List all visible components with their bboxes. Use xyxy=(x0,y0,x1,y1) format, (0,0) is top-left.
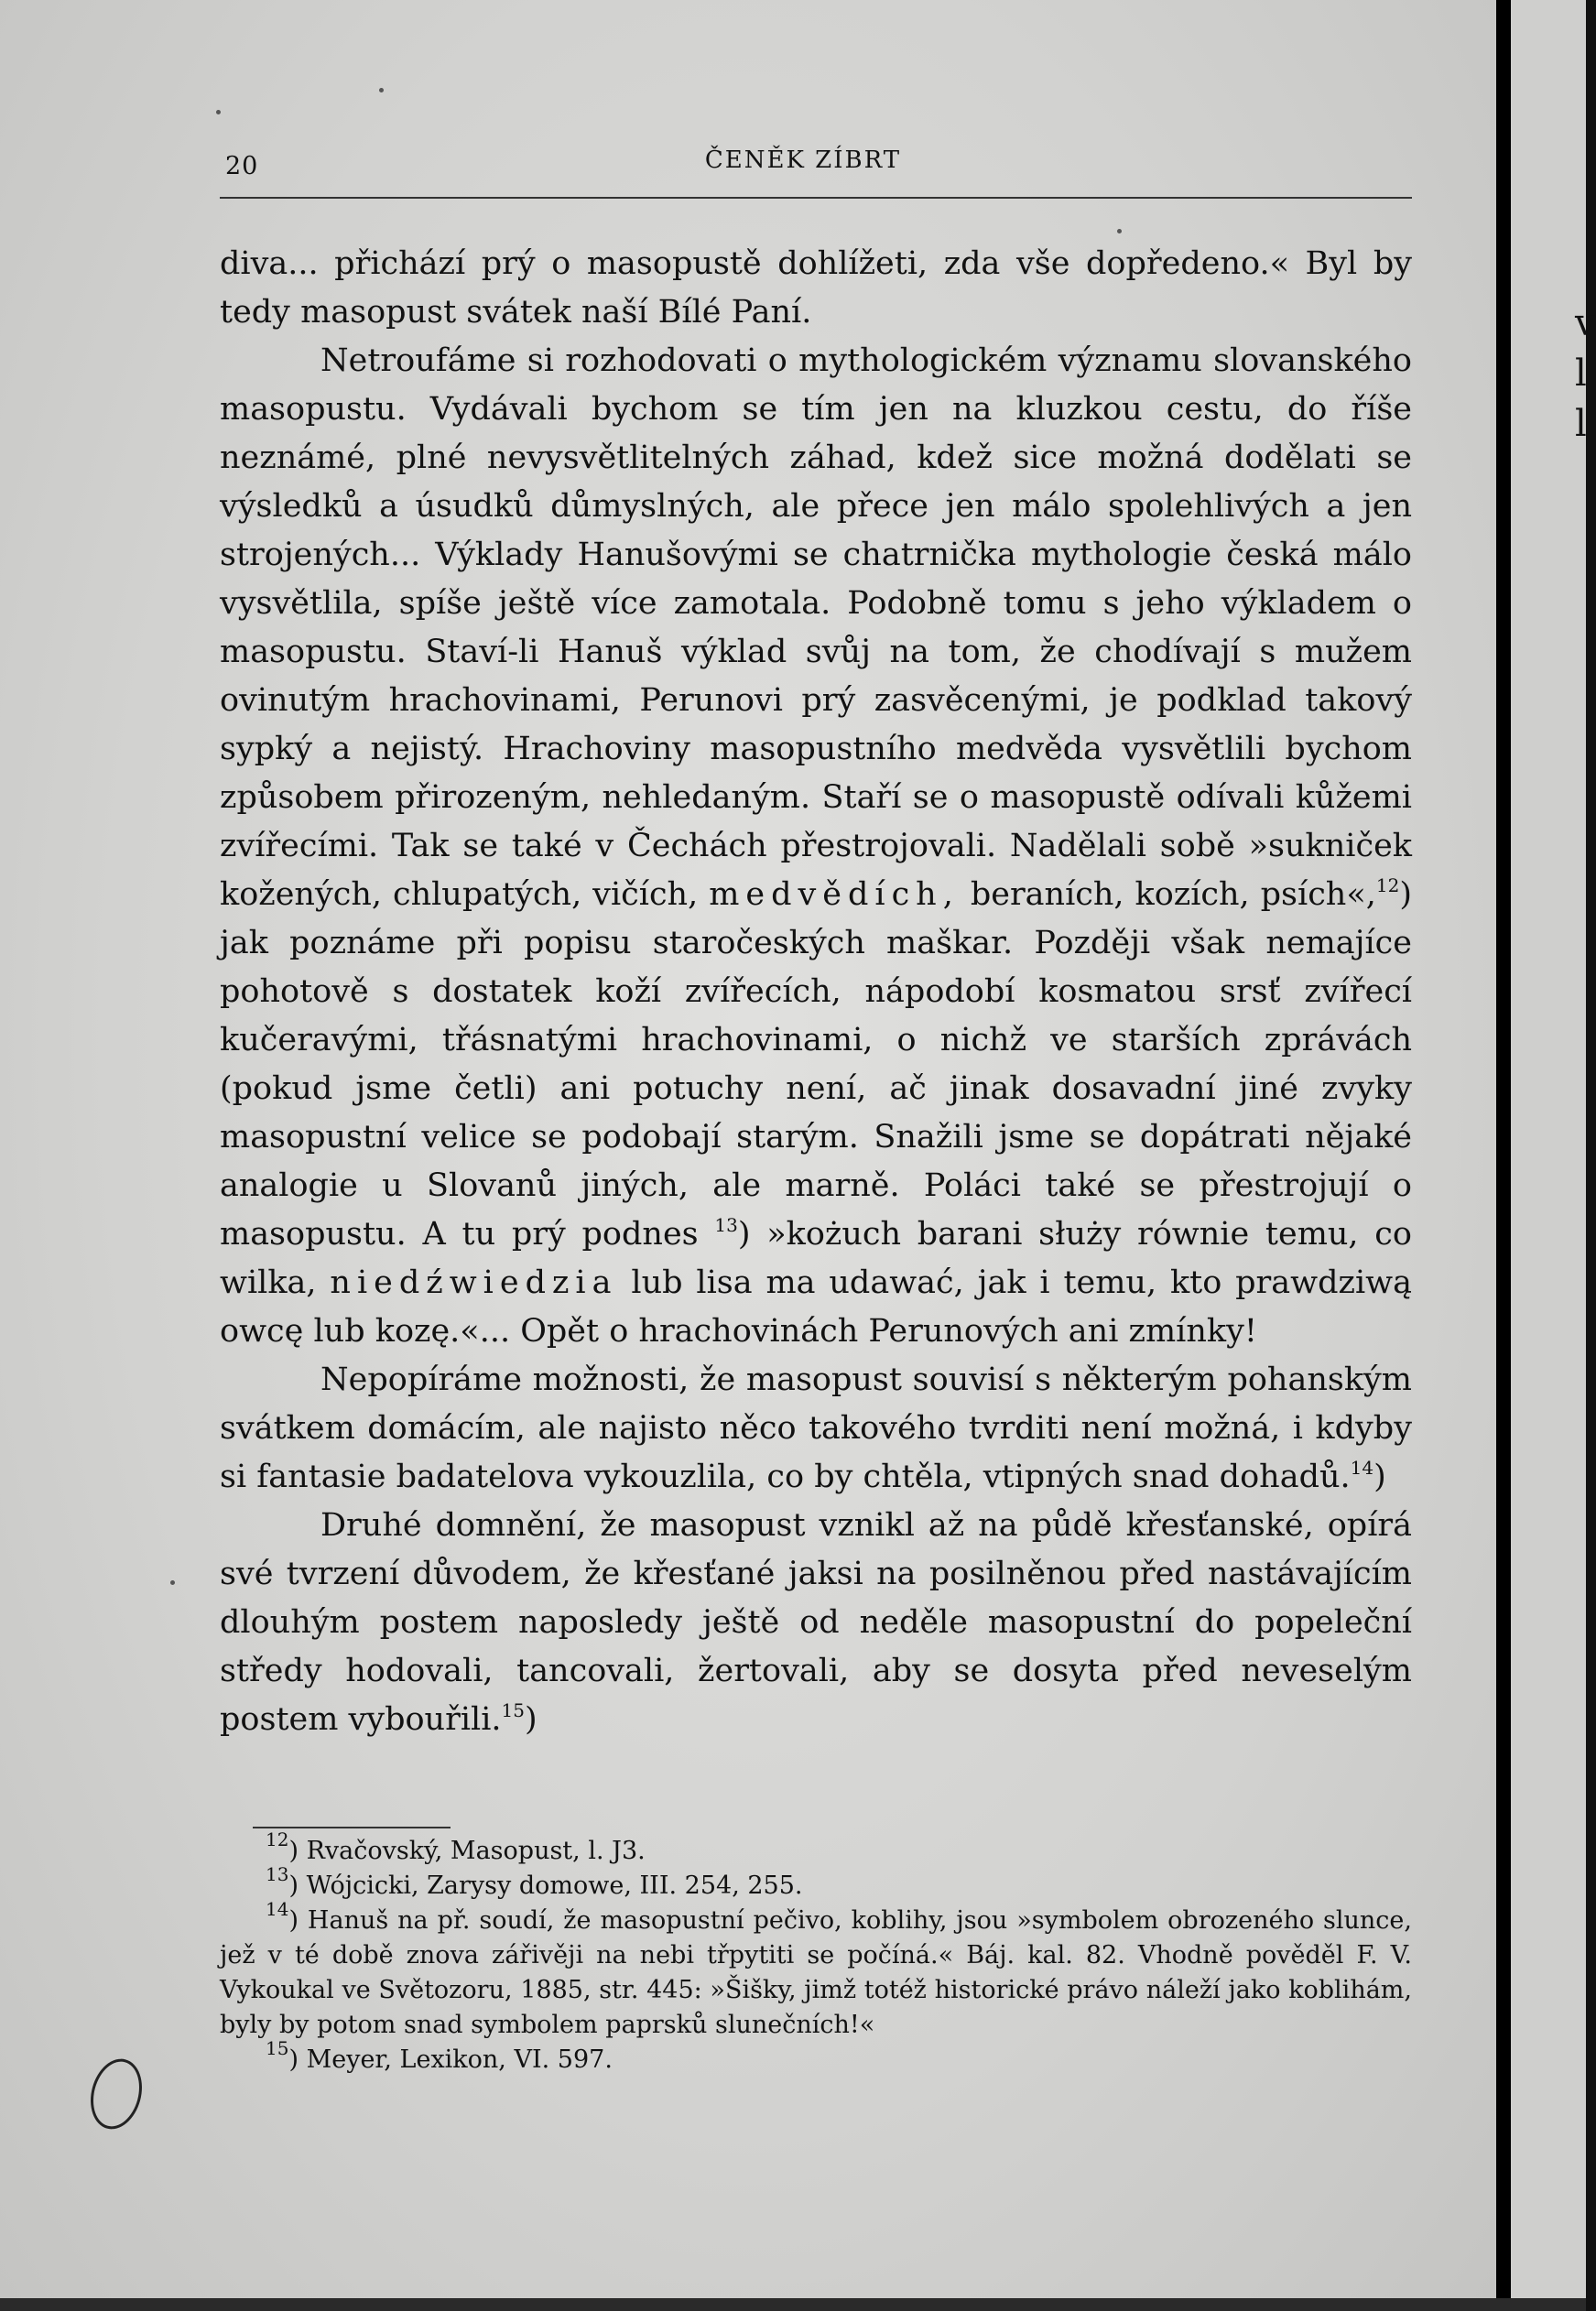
dust-speck xyxy=(379,88,384,92)
footnote-ref-12: 12 xyxy=(1375,874,1400,896)
dust-speck xyxy=(216,110,221,114)
page-edge-shadow xyxy=(1496,0,1511,2311)
pencil-circle-mark xyxy=(83,2053,149,2134)
footnote-text: ) Hanuš na př. soudí, že masopustní pečivo, koblihy, jsou »symbolem obrozeného slunce, jež v té době znova zářivěji na nebi třpytiti se počíná.« Báj. kal. 82. Vhodně pověděl F. V. Vykoukal ve Světozoru, 1885, str. 445: »Šišky, jimž totéž historické právo náleží jako koblihám, byly by potom snad symbolem paprsků slunečních!« xyxy=(220,1906,1412,2039)
adjacent-page-letter: l xyxy=(1575,403,1587,445)
spaced-word-niedzwiedzia: niedźwiedzia xyxy=(330,1264,618,1301)
footnote-15 xyxy=(220,2037,1412,2078)
paragraph-2 xyxy=(220,337,1412,1356)
body-text xyxy=(220,240,1412,1744)
footnote-text: ) Wójcicki, Zarysy domowe, III. 254, 255. xyxy=(288,1872,803,1900)
page-title: ČENĚK ZÍBRT xyxy=(704,146,902,174)
paragraph-2-text-e: lub lisa ma udawać, jak i temu, kto prawdziwą owcę lub kozę.«... Opět o hrachovinách Perunových ani zmínky! xyxy=(220,1264,1412,1350)
paragraph-3 xyxy=(220,1356,1412,1502)
running-head xyxy=(0,146,1496,190)
paragraph-4-end: ) xyxy=(525,1701,537,1738)
footnote-mark: 13 xyxy=(266,1863,289,1885)
header-rule xyxy=(220,197,1412,199)
footnote-mark: 15 xyxy=(266,2037,289,2059)
paragraph-4 xyxy=(220,1502,1412,1744)
paragraph-3-text: Nepopíráme možnosti, že masopust souvisí s některým pohanským svátkem domácím, ale najisto něco takového tvrditi není možná, i kdyby si fantasie badatelova vykouzlila, co by chtěla, vtipných snad dohadů. xyxy=(220,1362,1412,1495)
paragraph-2-text-d: ) »kożuch barani służy równie temu, co wilka, xyxy=(220,1216,1412,1301)
adjacent-page-strip xyxy=(1511,0,1596,2311)
footnote-ref-14: 14 xyxy=(1350,1457,1374,1479)
footnote-14 xyxy=(220,1898,1412,2043)
footnote-13 xyxy=(220,1863,1412,1904)
paragraph-2-text: Netroufáme si rozhodovati o mythologickém významu slovanského masopustu. Vydávali bychom se tím jen na kluzkou cestu, do říše neznámé, plné nevysvětlitelných záhad, kdež sice možná dodělati se výsledků a úsudků důmyslných, ale přece jen málo spolehlivých a jen strojených... Výklady Hanušovými se chatrnička mythologie česká málo vysvětlila, spíše ještě více zamotala. Podobně tomu s jeho výkladem o masopustu. Staví-li Hanuš výklad svůj na tom, že chodívají s mužem ovinutým hrachovinami, Perunovi prý zasvěcenými, je podklad takový sypký a nejistý. Hrachoviny masopustního medvěda vysvětlili bychom způsobem přirozeným, nehledaným. Staří se o masopustě odívali kůžemi zvířecími. Tak se také v Čechách přestrojovali. Nadělali sobě »sukniček kožených, chlupatých, vičích, xyxy=(220,342,1412,913)
footnotes xyxy=(220,1828,1412,2078)
footnote-text: ) Meyer, Lexikon, VI. 597. xyxy=(288,2045,613,2074)
scan-border xyxy=(0,2298,1586,2311)
footnote-ref-13: 13 xyxy=(714,1214,738,1236)
page-number: 20 xyxy=(225,152,259,180)
footnote-text: ) Rvačovský, Masopust, l. J3. xyxy=(288,1837,646,1865)
footnote-12 xyxy=(220,1828,1412,1869)
spaced-word-medvedich: medvědích, xyxy=(709,876,960,913)
footnote-mark: 14 xyxy=(266,1898,289,1920)
paragraph-1: diva... přichází prý o masopustě dohlížeti, zda vše dopředeno.« Byl by tedy masopust svátek naší Bílé Paní. xyxy=(220,245,1412,331)
footnote-ref-15: 15 xyxy=(501,1699,525,1721)
paragraph-2-text-b: beraních, kozích, psích«, xyxy=(970,876,1376,913)
paragraph-3-end: ) xyxy=(1373,1459,1386,1495)
dust-speck xyxy=(170,1580,175,1585)
paragraph-2-text-c: ) jak poznáme při popisu staročeských maškar. Později však nemajíce pohotově s dostatek koží zvířecích, nápodobí kosmatou srsť zvířecí kučeravými, třásnatými hrachovinami, o nichž ve starších zprávách (pokud jsme četli) ani potuchy není, ač jinak dosavadní jiné zvyky masopustní velice se podobají starým. Snažili jsme se dopátrati nějaké analogie u Slovanů jiných, ale marně. Poláci také se přestrojují o masopustu. A tu prý podnes xyxy=(220,876,1412,1253)
adjacent-page-letter: v xyxy=(1575,302,1596,344)
adjacent-page-letter: l xyxy=(1575,353,1587,395)
footnote-mark: 12 xyxy=(266,1828,289,1850)
paragraph-4-text: Druhé domnění, že masopust vznikl až na půdě křesťanské, opírá své tvrzení důvodem, že křesťané jaksi na posilněnou před nastávajícím dlouhým postem naposledy ještě od neděle masopustní do popeleční středy hodovali, tancovali, žertovali, aby se dosyta před neveselým postem vybouřili. xyxy=(220,1507,1412,1738)
dust-speck xyxy=(1117,229,1122,233)
